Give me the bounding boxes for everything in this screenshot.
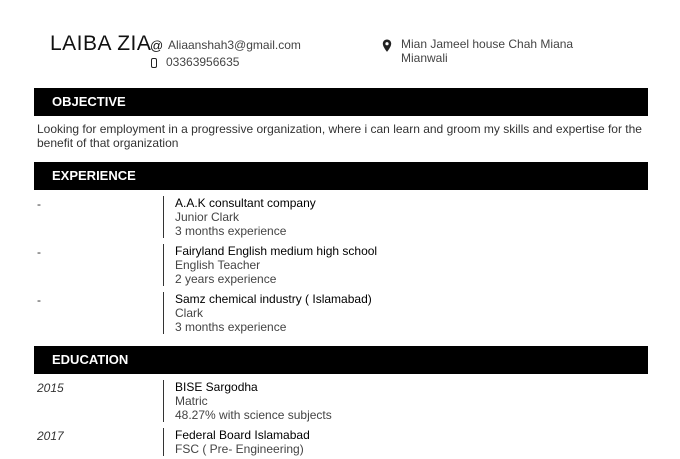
phone-text: 03363956635 [166, 55, 240, 69]
experience-item [37, 196, 657, 244]
education-list [37, 380, 657, 456]
experience-heading: EXPERIENCE [34, 162, 648, 190]
email-text: Aliaanshah3@gmail.com [168, 38, 301, 52]
education-heading: EDUCATION [34, 346, 648, 374]
experience-company: A.A.K consultant company [175, 196, 316, 210]
education-institution: Federal Board Islamabad [175, 428, 310, 442]
education-degree: Matric [175, 394, 208, 408]
phone-icon [151, 58, 157, 68]
experience-marker: - [37, 293, 41, 307]
education-degree: FSC ( Pre- Engineering) [175, 442, 304, 456]
contact-block [150, 37, 301, 71]
address-block [382, 37, 573, 65]
experience-company: Fairyland English medium high school [175, 244, 378, 258]
education-institution: BISE Sargodha [175, 380, 258, 394]
email-icon: @ [150, 38, 164, 53]
address-line-2: Mianwali [401, 51, 448, 65]
experience-duration: 3 months experience [175, 320, 287, 334]
experience-role: Clark [175, 306, 204, 320]
experience-marker: - [37, 197, 41, 211]
experience-list [37, 196, 657, 334]
experience-duration: 2 years experience [175, 272, 277, 286]
objective-text [37, 122, 657, 150]
experience-role: Junior Clark [175, 210, 240, 224]
objective-heading: OBJECTIVE [34, 88, 648, 116]
location-pin-icon [382, 37, 392, 55]
experience-marker: - [37, 245, 41, 259]
objective-line-1: Looking for employment in a progressive organization, where i can learn and groom my skills and expertise for the [37, 122, 642, 136]
experience-company: Samz chemical industry ( Islamabad) [175, 292, 372, 306]
address-line-1: Mian Jameel house Chah Miana [401, 37, 574, 51]
experience-role: English Teacher [175, 258, 261, 272]
education-item [37, 380, 657, 428]
education-year: 2017 [37, 429, 64, 443]
experience-item [37, 292, 657, 334]
education-item [37, 428, 657, 456]
education-detail: 48.27% with science subjects [175, 408, 332, 422]
experience-item [37, 244, 657, 292]
education-year: 2015 [37, 381, 64, 395]
objective-line-2: benefit of that organization [37, 136, 179, 150]
candidate-name: LAIBA ZIA [50, 32, 152, 55]
experience-duration: 3 months experience [175, 224, 287, 238]
